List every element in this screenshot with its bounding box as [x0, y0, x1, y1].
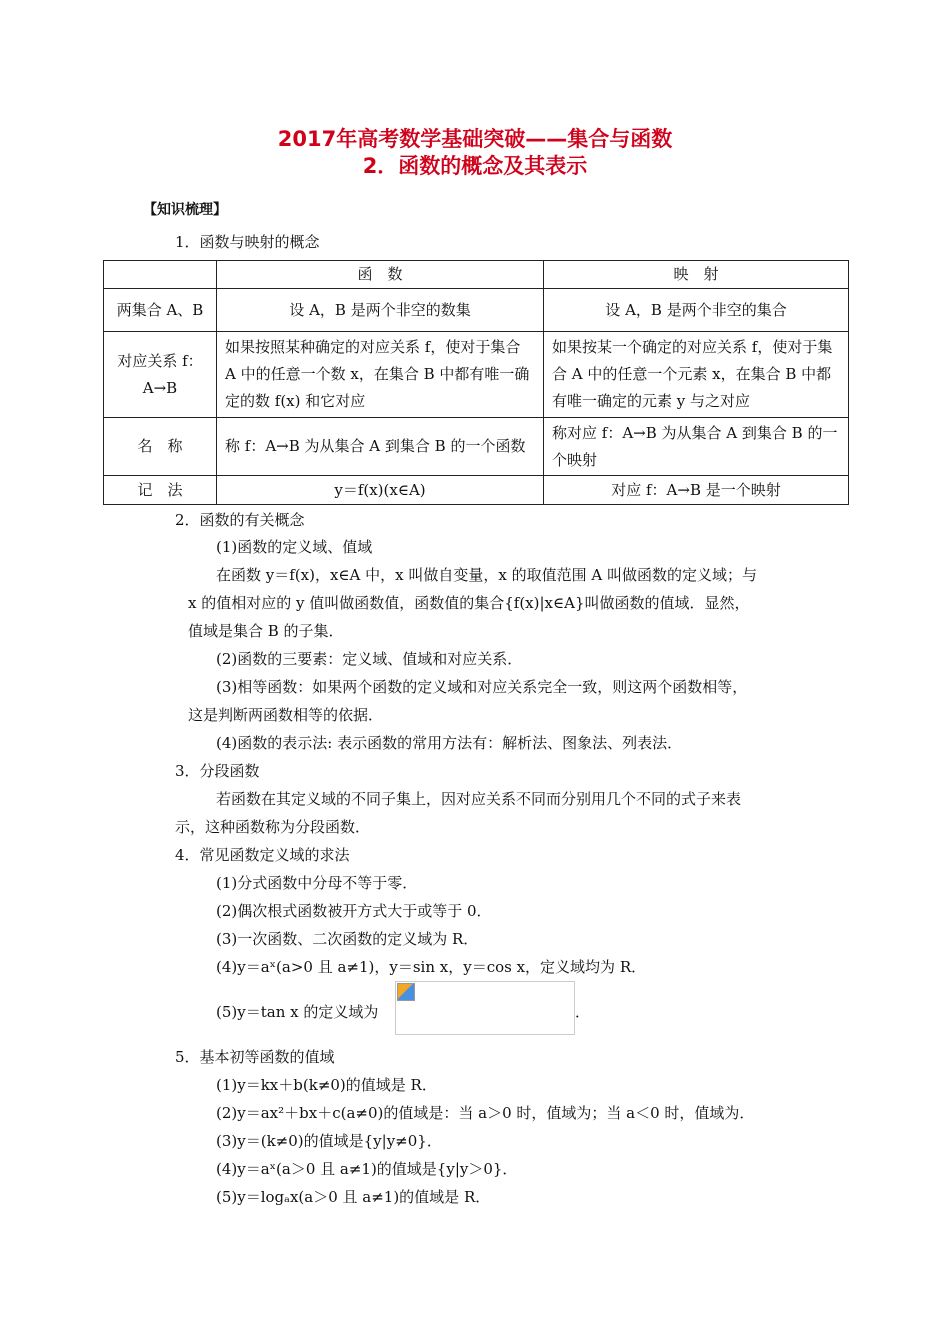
paragraph: (1)分式函数中分母不等于零．	[216, 874, 418, 892]
paragraph: 示，这种函数称为分段函数．	[175, 818, 371, 836]
formula-image-placeholder	[395, 981, 575, 1035]
table-cell: 称 f：A→B 为从集合 A 到集合 B 的一个函数	[217, 418, 544, 476]
paragraph: x 的值相对应的 y 值叫做函数值，函数值的集合{f(x)|x∈A}叫做函数的值域．显然，	[188, 594, 750, 612]
table-header: 映 射	[544, 261, 849, 289]
section-heading: 【知识梳理】	[143, 202, 227, 218]
paragraph: (2)y＝ax²＋bx＋c(a≠0)的值域是：当 a＞0 时，值域为；当 a＜0 时，值域为．	[216, 1104, 755, 1122]
heading-2: 2．函数的有关概念	[175, 511, 305, 529]
table-cell	[104, 261, 217, 289]
paragraph: (4)y＝aˣ(a>0 且 a≠1)，y＝sin x，y＝cos x，定义域均为 R．	[216, 958, 647, 976]
table-header: 函 数	[217, 261, 544, 289]
doc-subtitle: 2．函数的概念及其表示	[362, 154, 588, 178]
table-row	[104, 418, 849, 476]
paragraph: (4)y＝aˣ(a＞0 且 a≠1)的值域是{y|y＞0}．	[216, 1160, 518, 1178]
paragraph: (5)y＝logₐx(a＞0 且 a≠1)的值域是 R．	[216, 1188, 491, 1206]
paragraph: (1)y＝kx＋b(k≠0)的值域是 R．	[216, 1076, 437, 1094]
paragraph: (2)函数的三要素：定义域、值域和对应关系．	[216, 650, 523, 668]
table-cell: y＝f(x)(x∈A)	[217, 476, 544, 505]
table-row	[104, 332, 849, 418]
heading-3: 3．分段函数	[175, 762, 260, 780]
paragraph: (5)y＝tan x 的定义域为	[216, 1003, 379, 1021]
row-label: 两集合 A、B	[104, 289, 217, 332]
heading-4: 4．常见函数定义域的求法	[175, 846, 350, 864]
row-label: 记 法	[104, 476, 217, 505]
table-cell: 设 A，B 是两个非空的数集	[217, 289, 544, 332]
punctuation: ．	[575, 1003, 591, 1021]
doc-title: 2017年高考数学基础突破——集合与函数	[277, 127, 673, 151]
paragraph: 若函数在其定义域的不同子集上，因对应关系不同而分别用几个不同的式子来表	[216, 790, 742, 808]
heading-5: 5．基本初等函数的值域	[175, 1048, 335, 1066]
table-cell: 对应 f：A→B 是一个映射	[544, 476, 849, 505]
table-row	[104, 261, 849, 289]
table-cell: 如果按照某种确定的对应关系 f，使对于集合 A 中的任意一个数 x，在集合 B 中都有唯一确定的数 f(x) 和它对应	[217, 332, 544, 418]
paragraph: (1)函数的定义域、值域	[216, 538, 373, 556]
table-cell: 如果按某一个确定的对应关系 f，使对于集合 A 中的任意一个元素 x，在集合 B 中都有唯一确定的元素 y 与之对应	[544, 332, 849, 418]
row-label: 对应关系 f：A→B	[104, 332, 217, 418]
row-label: 名 称	[104, 418, 217, 476]
paragraph: 值域是集合 B 的子集．	[188, 622, 344, 640]
table-cell: 称对应 f：A→B 为从集合 A 到集合 B 的一个映射	[544, 418, 849, 476]
paragraph: 在函数 y＝f(x)，x∈A 中，x 叫做自变量，x 的取值范围 A 叫做函数的定义域；与	[216, 566, 757, 584]
paragraph: (2)偶次根式函数被开方式大于或等于 0．	[216, 902, 492, 920]
table-row	[104, 289, 849, 332]
heading-1: 1．函数与映射的概念	[175, 233, 320, 251]
concept-table	[103, 260, 849, 505]
table-cell: 设 A，B 是两个非空的集合	[544, 289, 849, 332]
paragraph: (3)相等函数：如果两个函数的定义域和对应关系完全一致，则这两个函数相等，	[216, 678, 748, 696]
paragraph: (3)y＝(k≠0)的值域是{y|y≠0}．	[216, 1132, 442, 1150]
table-row	[104, 476, 849, 505]
paragraph: 这是判断两函数相等的依据．	[188, 706, 384, 724]
broken-image-icon	[397, 983, 415, 1001]
paragraph: (3)一次函数、二次函数的定义域为 R．	[216, 930, 479, 948]
paragraph: (4)函数的表示法: 表示函数的常用方法有：解析法、图象法、列表法．	[216, 734, 683, 752]
